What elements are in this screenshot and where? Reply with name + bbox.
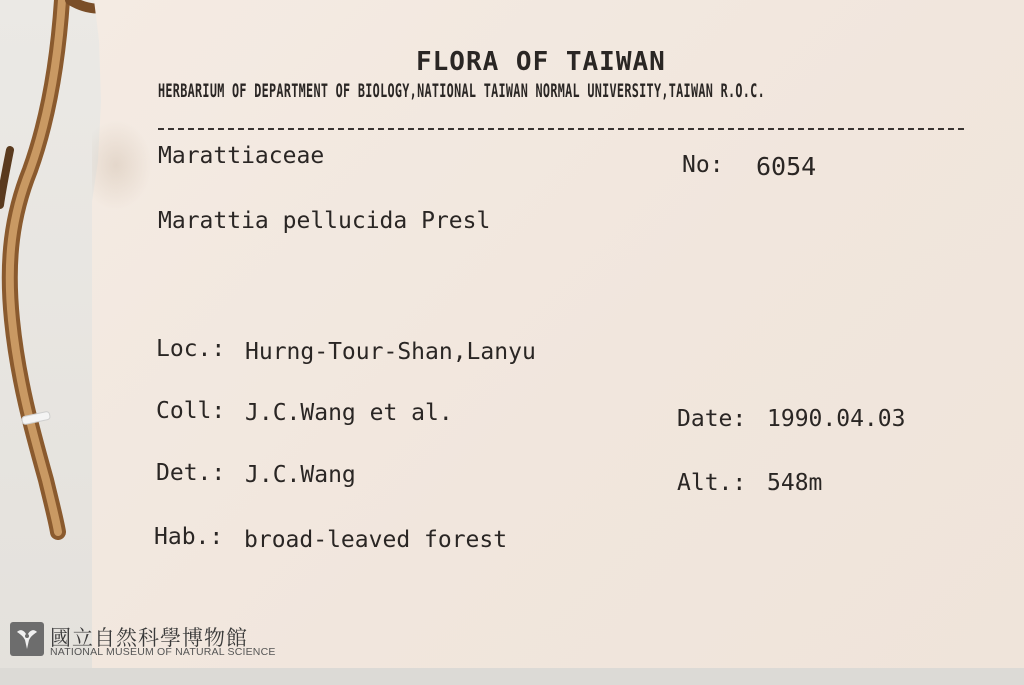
family-name: Marattiaceae	[158, 143, 325, 169]
locality-value: Hurng-Tour-Shan,Lanyu	[245, 339, 536, 365]
museum-name-english: NATIONAL MUSEUM OF NATURAL SCIENCE	[50, 646, 276, 658]
paper-stain	[92, 120, 152, 210]
dashed-divider	[158, 128, 964, 130]
date-label: Date:	[677, 406, 747, 432]
altitude-label: Alt.:	[677, 470, 747, 496]
altitude-value: 548m	[767, 470, 823, 496]
label-title: FLORA OF TAIWAN	[416, 47, 666, 77]
collector-label: Coll:	[156, 398, 226, 424]
habitat-label: Hab.:	[154, 524, 224, 550]
determiner-value: J.C.Wang	[245, 462, 356, 488]
museum-logo-icon	[10, 622, 44, 656]
number-label: No:	[682, 152, 724, 178]
species-name: Marattia pellucida Presl	[158, 208, 491, 234]
habitat-value: broad-leaved forest	[244, 527, 508, 553]
determiner-label: Det.:	[156, 460, 226, 486]
sheet-bottom-edge	[0, 668, 1024, 685]
locality-label: Loc.:	[156, 336, 226, 362]
date-value: 1990.04.03	[767, 406, 906, 432]
label-institution: HERBARIUM OF DEPARTMENT OF BIOLOGY,NATIONAL TAIWAN NORMAL UNIVERSITY,TAIWAN R.O.C.	[158, 80, 765, 102]
collector-value: J.C.Wang et al.	[245, 400, 453, 426]
specimen-number: 6054	[756, 152, 817, 181]
museum-name-chinese: 國立自然科學博物館	[50, 626, 248, 650]
